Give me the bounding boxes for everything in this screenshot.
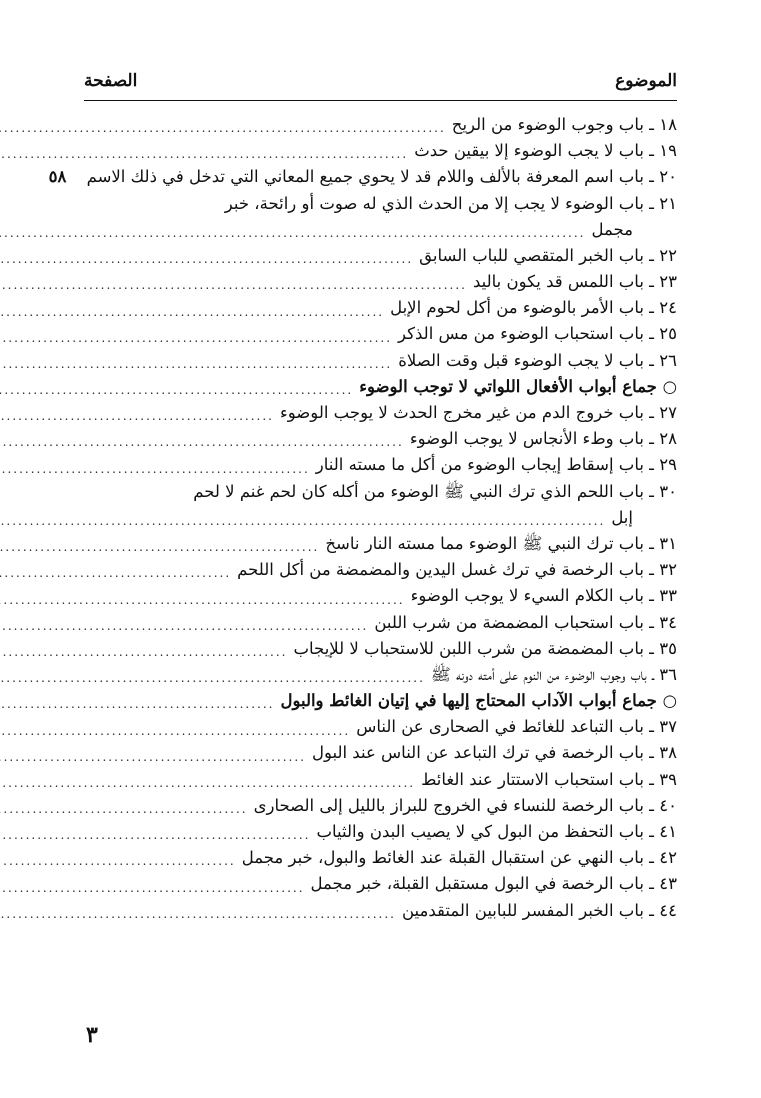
toc-entry-title: ٢٢ ـ باب الخبر المتقصي للباب السابق [419,245,677,265]
dot-leader [0,851,236,871]
toc-entry [48,164,677,190]
toc-entry [84,662,677,688]
toc-entry-title: ٣٢ ـ باب الرخصة في ترك غسل اليدين والمضمضة من أكل اللحم [237,560,677,580]
toc-entry [84,871,677,897]
dot-leader [0,563,231,583]
dot-leader [0,537,319,557]
dot-leader [0,275,467,295]
toc-entry [84,557,677,583]
toc-entry-title: ٤١ ـ باب التحفظ من البول كي لا يصيب البدن والثياب [316,822,677,842]
page-number: ٣ [86,1022,98,1048]
toc-entry-title: ٣١ ـ باب ترك النبي ﷺ الوضوء مما مسته النار ناسخ [325,533,677,553]
toc-entry-title: ○ جماع أبواب الأفعال اللواتي لا توجب الوضوء [359,376,677,396]
dot-leader [0,642,287,662]
toc-entry-title: ٢٥ ـ باب استحباب الوضوء من مس الذكر [398,324,677,344]
toc-entry-title: إبل [611,507,633,527]
dot-leader [0,144,408,164]
toc-entry [84,400,677,426]
dot-leader [0,904,396,924]
toc-entry [84,243,677,269]
toc-entry-title: ١٩ ـ باب لا يجب الوضوء إلا بيقين حدث [414,141,677,161]
toc-entry [84,322,677,348]
toc-entry-title: ٢٩ ـ باب إسقاط إيجاب الوضوء من أكل ما مسته النار [315,455,677,475]
toc-entry-title: ٣٧ ـ باب التباعد للغائط في الصحارى عن الناس [356,717,677,737]
toc-entry [84,636,677,662]
toc-entry [84,767,677,793]
toc-section-heading [84,688,677,714]
toc-entry [84,426,677,452]
toc-entry-title: ١٨ ـ باب وجوب الوضوء من الريح [451,114,677,134]
toc-entry-title: ٢٦ ـ باب لا يجب الوضوء قبل وقت الصلاة [398,350,677,370]
dot-leader [0,590,405,610]
toc-entry-title: ٢٤ ـ باب الأمر بالوضوء من أكل لحوم الإبل [390,298,677,318]
dot-leader [0,799,248,819]
dot-leader [0,249,413,269]
toc-header [84,66,677,96]
page-column-label: الصفحة [84,71,138,91]
topic-column-label: الموضوع [615,71,677,91]
header-divider [84,100,677,101]
dot-leader [0,118,446,138]
toc-entry [84,112,677,138]
dot-leader [0,825,311,845]
dot-leader [0,511,605,531]
toc-entry [84,295,677,321]
toc-section-heading [84,374,677,400]
toc-entry-page: ٥٨ [48,167,67,187]
dot-leader [0,459,310,479]
toc-entry [84,793,677,819]
toc-entry-title: ٣٥ ـ باب المضمضة من شرب اللبن للاستحباب لا للإيجاب [293,638,677,658]
table-of-contents [48,112,677,924]
toc-entry [84,269,677,295]
toc-entry [84,845,677,871]
toc-entry [84,819,677,845]
toc-entry [84,898,677,924]
toc-entry [84,583,677,609]
toc-entry-title: ٣٩ ـ باب استحباب الاستتار عند الغائط [421,769,677,789]
toc-entry [84,348,677,374]
toc-entry-title: ○ جماع أبواب الآداب المحتاج إليها في إتيان الغائط والبول [280,691,677,711]
toc-entry-title: ٣٦ ـ باب وجوب الوضوء من النوم على أمته دونه ﷺ [430,664,677,684]
toc-entry-title: ٢٧ ـ باب خروج الدم من غير مخرج الحدث لا يوجب الوضوء [280,403,677,423]
dot-leader [0,302,384,322]
toc-entry [84,714,677,740]
toc-entry-title: ٤٢ ـ باب النهي عن استقبال القبلة عند الغائط والبول، خبر مجمل [241,848,677,868]
toc-entry [84,479,677,505]
dot-leader [0,354,392,374]
dot-leader [0,406,274,426]
toc-entry [84,191,677,217]
dot-leader [0,223,585,243]
dot-leader [0,747,306,767]
toc-entry [84,610,677,636]
toc-entry-title: ٣٣ ـ باب الكلام السيء لا يوجب الوضوء [410,586,677,606]
dot-leader [0,668,425,688]
toc-entry-title: ٤٠ ـ باب الرخصة للنساء في الخروج للبراز بالليل إلى الصحارى [253,795,677,815]
toc-entry [84,138,677,164]
toc-entry-title: ٢٠ ـ باب اسم المعرفة بالألف واللام قد لا يحوي جميع المعاني التي تدخل في ذلك الاسم [86,167,677,187]
dot-leader [0,380,353,400]
toc-entry [84,741,677,767]
toc-entry-title: ٢٣ ـ باب اللمس قد يكون باليد [472,272,677,292]
toc-entry [84,531,677,557]
toc-entry-title: مجمل [591,219,633,239]
toc-entry-title: ٣٠ ـ باب اللحم الذي ترك النبي ﷺ الوضوء من أكله كان لحم غنم لا لحم [193,481,677,501]
toc-entry-title: ٢١ ـ باب الوضوء لا يجب إلا من الحدث الذي له صوت أو رائحة، خبر [224,193,677,213]
toc-entry [84,505,677,531]
toc-entry-title: ٣٤ ـ باب استحباب المضمضة من شرب اللبن [374,612,677,632]
dot-leader [0,773,415,793]
dot-leader [0,694,274,714]
toc-entry [84,452,677,478]
dot-leader [0,616,368,636]
toc-entry-title: ٤٣ ـ باب الرخصة في البول مستقبل القبلة، خبر مجمل [310,874,677,894]
toc-entry [84,217,677,243]
dot-leader [0,878,305,898]
toc-entry-title: ٣٨ ـ باب الرخصة في ترك التباعد عن الناس عند البول [311,743,677,763]
dot-leader [0,721,350,741]
dot-leader [0,328,392,348]
toc-entry-title: ٢٨ ـ باب وطء الأنجاس لا يوجب الوضوء [409,429,677,449]
toc-entry-title: ٤٤ ـ باب الخبر المفسر للبابين المتقدمين [402,900,677,920]
dot-leader [0,432,404,452]
